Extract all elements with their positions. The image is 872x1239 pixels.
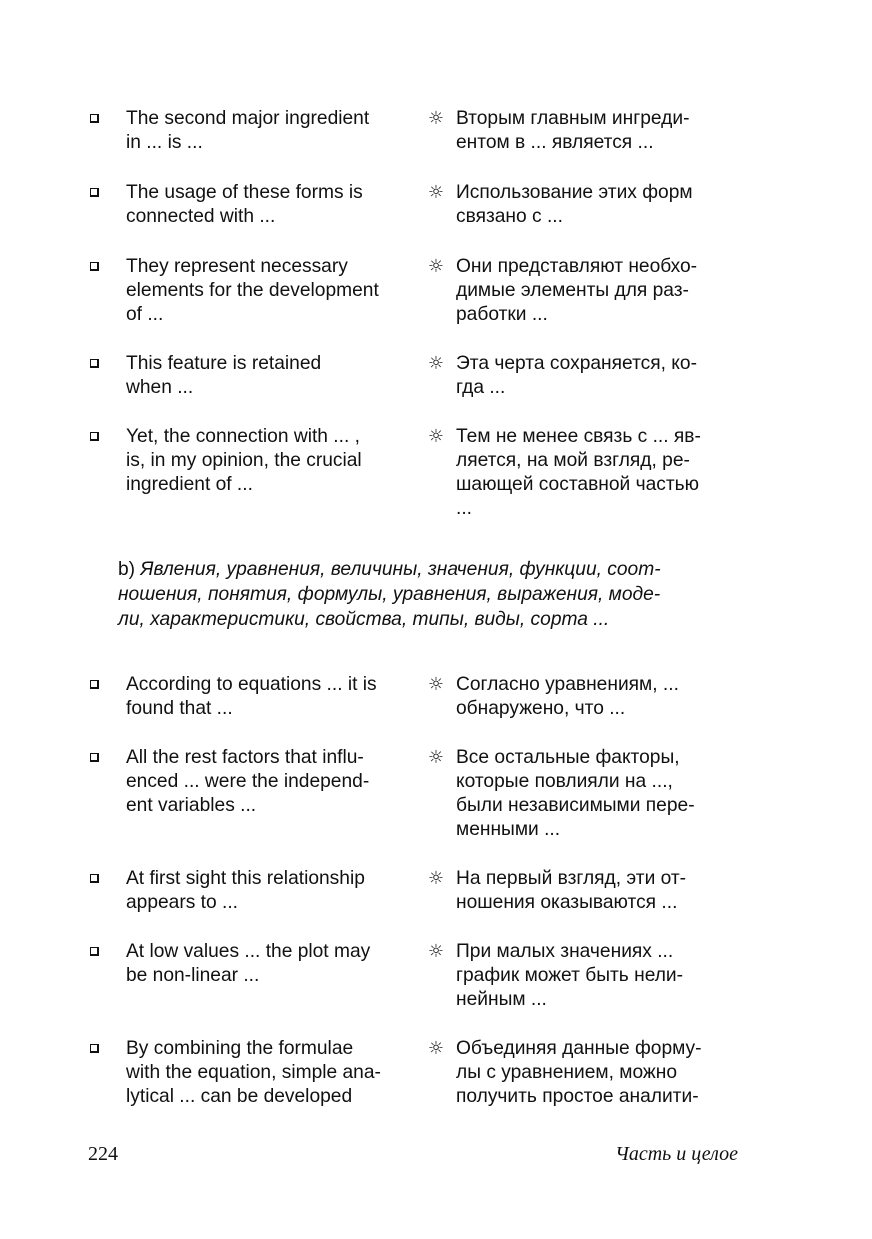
phrase-row [88,940,738,1012]
english-phrase: This feature is retained when ... [126,353,322,398]
section-b-label: b) [118,559,141,580]
english-phrase: All the rest factors that influ- enced ... were the independ- ent variables ... [126,747,370,816]
square-bullet-icon [88,940,126,964]
sun-icon: ☼ [427,426,445,447]
square-bullet-icon [88,746,126,770]
sun-icon: ☼ [427,1038,445,1059]
english-phrase: Yet, the connection with ... , is, in my opinion, the crucial ingredient of ... [126,426,362,495]
english-phrase: According to equations ... it is found that ... [126,674,377,719]
english-phrase: They represent necessary elements for the development of ... [126,256,379,325]
square-bullet-icon [88,1037,126,1061]
phrase-row [88,181,738,229]
sun-icon: ☼ [427,941,445,962]
square-bullet-icon [88,352,126,376]
phrase-row [88,107,738,155]
russian-phrase: На первый взгляд, эти от- ношения оказываются ... [456,868,687,913]
sun-icon: ☼ [427,353,445,374]
sun-icon: ☼ [427,108,445,129]
square-bullet-icon [88,673,126,697]
sun-icon: ☼ [427,182,445,203]
english-phrase: At first sight this relationship appears to ... [126,868,365,913]
russian-phrase: Согласно уравнениям, ... обнаружено, что ... [456,674,679,719]
square-bullet-icon [88,255,126,279]
square-bullet-icon [88,181,126,205]
english-phrase: The second major ingredient in ... is ... [126,108,370,153]
phrase-row [88,867,738,915]
section-b-text: Явления, уравнения, величины, значения, функции, соот- ношения, понятия, формулы, уравнения, выражения, моде- ли, характеристики, свойства, типы, виды, сорта ... [118,559,661,630]
phrase-group-a [88,107,738,521]
phrase-row [88,352,738,400]
sun-icon: ☼ [427,868,445,889]
phrase-row [88,1037,738,1109]
english-phrase: By combining the formulae with the equation, simple ana- lytical ... can be developed [126,1038,381,1107]
russian-phrase: Все остальные факторы, которые повлияли на ..., были независимыми пере- менными ... [456,747,695,840]
sun-icon: ☼ [427,674,445,695]
phrase-row [88,746,738,842]
english-phrase: At low values ... the plot may be non-linear ... [126,941,371,986]
sun-icon: ☼ [427,256,445,277]
russian-phrase: Использование этих форм связано с ... [456,182,693,227]
section-b-paragraph [118,557,738,632]
english-phrase: The usage of these forms is connected with ... [126,182,363,227]
russian-phrase: Эта черта сохраняется, ко- гда ... [456,353,697,398]
phrase-row [88,425,738,521]
russian-phrase: Объединяя данные форму- лы с уравнением, можно получить простое аналити- [456,1038,702,1107]
russian-phrase: При малых значениях ... график может быть нели- нейным ... [456,941,684,1010]
square-bullet-icon [88,867,126,891]
square-bullet-icon [88,425,126,449]
phrase-row [88,673,738,721]
page-number: 224 [88,1143,118,1165]
square-bullet-icon [88,107,126,131]
phrase-row [88,255,738,327]
sun-icon: ☼ [427,747,445,768]
russian-phrase: Вторым главным ингреди- ентом в ... является ... [456,108,690,153]
russian-phrase: Они представляют необхо- димые элементы для раз- работки ... [456,256,698,325]
russian-phrase: Тем не менее связь с ... яв- ляется, на мой взгляд, ре- шающей составной частью ... [456,426,701,519]
running-footer-title: Часть и целое [615,1143,738,1165]
phrase-group-b [88,673,738,1109]
